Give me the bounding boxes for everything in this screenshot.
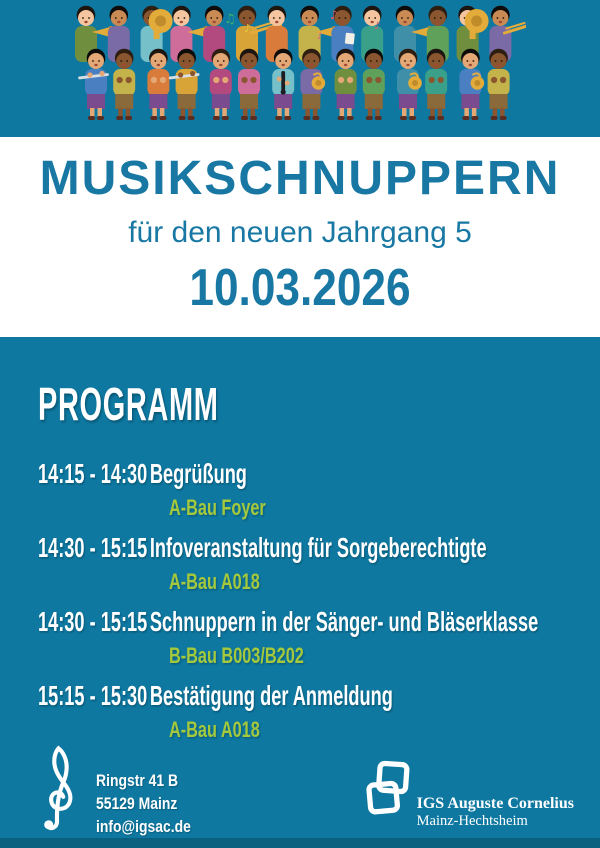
schedule-location: A-Bau A018 bbox=[168, 569, 260, 594]
schedule-location: B-Bau B003/B202 bbox=[168, 643, 304, 668]
schedule-title: Begrüßung bbox=[149, 458, 247, 489]
contact-address bbox=[96, 769, 191, 838]
bottom-strip bbox=[0, 838, 600, 848]
schedule-time: 14:30 - 15:15 bbox=[38, 532, 148, 563]
schedule-line bbox=[38, 531, 487, 565]
svg-text:♫: ♫ bbox=[224, 12, 236, 27]
schedule-item bbox=[38, 457, 600, 523]
schedule-time: 14:15 - 14:30 bbox=[38, 458, 148, 489]
school-logo-icon bbox=[364, 753, 412, 825]
footer bbox=[38, 741, 574, 838]
schedule-location: A-Bau A018 bbox=[168, 717, 260, 742]
page-title: MUSIKSCHNUPPERN bbox=[39, 152, 561, 205]
schedule-item bbox=[38, 605, 600, 671]
svg-text:♪: ♪ bbox=[330, 8, 338, 22]
schedule-line bbox=[38, 457, 403, 491]
schedule-title: Bestätigung der Anmeldung bbox=[149, 680, 393, 711]
address-line: 55129 Mainz bbox=[96, 794, 178, 813]
svg-text:♪: ♪ bbox=[374, 21, 381, 32]
svg-text:♪: ♪ bbox=[317, 32, 323, 42]
schedule-line bbox=[38, 605, 539, 639]
title-section bbox=[0, 137, 600, 337]
event-date: 10.03.2026 bbox=[189, 259, 411, 317]
school-logo-text bbox=[417, 796, 574, 838]
page-subtitle: für den neuen Jahrgang 5 bbox=[128, 216, 472, 249]
address-line: Ringstr 41 B bbox=[96, 771, 179, 790]
school-name: IGS Auguste Cornelius bbox=[416, 795, 574, 812]
schedule-line bbox=[38, 679, 403, 713]
schedule-time: 14:30 - 15:15 bbox=[38, 606, 148, 637]
schedule-item bbox=[38, 679, 600, 745]
schedule-title: Schnuppern in der Sänger- und Bläserklasse bbox=[149, 606, 539, 637]
school-location: Mainz-Hechtsheim bbox=[416, 813, 528, 829]
schedule-item bbox=[38, 531, 600, 597]
footer-logo bbox=[364, 753, 574, 838]
program-section bbox=[0, 337, 600, 838]
schedule-time: 15:15 - 15:30 bbox=[38, 680, 148, 711]
children-band-illustration bbox=[74, 5, 526, 133]
footer-contact bbox=[38, 741, 212, 838]
schedule-location: A-Bau Foyer bbox=[168, 495, 266, 520]
treble-clef-icon bbox=[38, 741, 78, 835]
top-band bbox=[0, 0, 600, 137]
program-heading: PROGRAMM bbox=[38, 378, 219, 430]
schedule-title: Infoveranstaltung für Sorgeberechtigte bbox=[149, 532, 487, 563]
address-line: info@igsac.de bbox=[96, 817, 191, 836]
svg-text:♪: ♪ bbox=[244, 22, 252, 35]
